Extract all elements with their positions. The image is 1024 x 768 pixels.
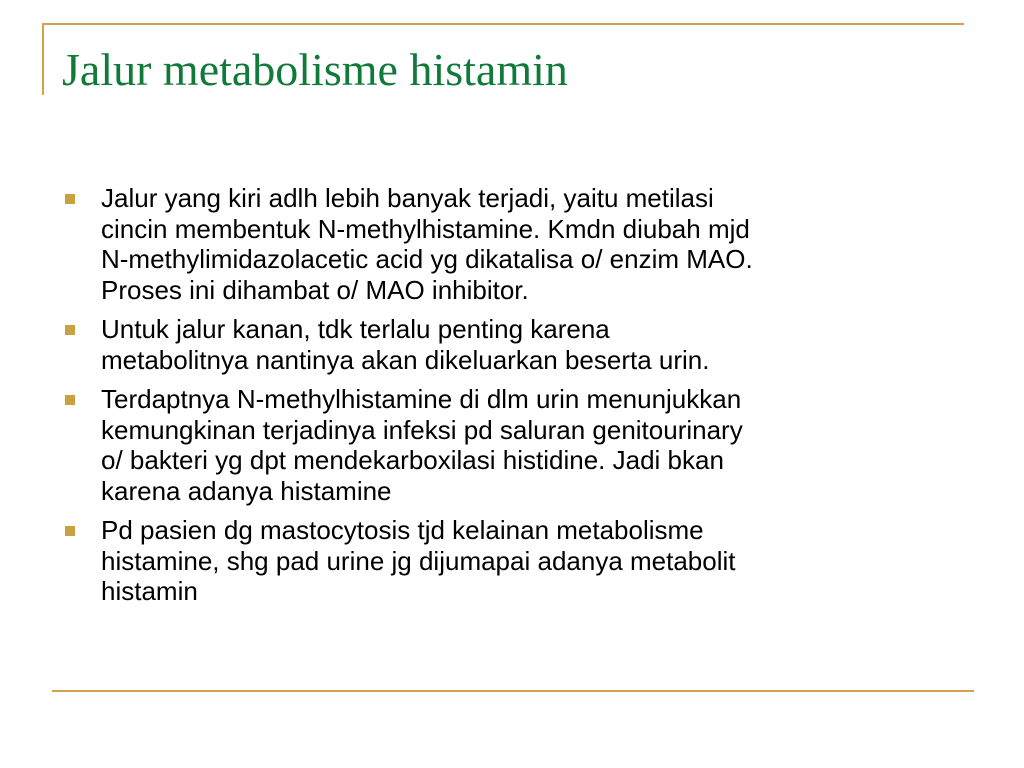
bullet-line: Proses ini dihambat o/ MAO inhibitor. — [101, 274, 529, 305]
bullet-line: histamin — [101, 576, 198, 606]
bullet-line: cincin membentuk N-methylhistamine. Kmdn diubah mjd — [101, 213, 750, 244]
bullet-line: o/ bakteri yg dpt mendekarboxilasi histidine. Jadi bkan — [101, 445, 724, 475]
frame-bottom-line — [52, 690, 974, 692]
bullet-line: karena adanya histamine — [101, 475, 392, 506]
bullet-item-1 — [62, 183, 972, 305]
frame-left-line — [42, 23, 44, 95]
frame-top-line — [42, 23, 964, 25]
bullet-line: kemungkinan terjadinya infeksi pd saluran genitourinary — [101, 414, 743, 445]
bullet-line: Jalur yang kiri adlh lebih banyak terjadi, yaitu metilasi — [101, 183, 714, 213]
bullet-item-3 — [62, 384, 972, 506]
square-bullet-icon — [65, 526, 75, 536]
bullet-line: N-methylimidazolacetic acid yg dikatalisa o/ enzim MAO. — [101, 244, 753, 274]
bullet-item-4 — [62, 515, 972, 607]
bullet-list — [62, 183, 972, 616]
square-bullet-icon — [65, 395, 75, 405]
bullet-line: metabolitnya nantinya akan dikeluarkan beserta urin. — [101, 344, 710, 375]
square-bullet-icon — [65, 325, 75, 335]
bullet-line: histamine, shg pad urine jg dijumapai adanya metabolit — [101, 545, 736, 576]
bullet-line: Untuk jalur kanan, tdk terlalu penting karena — [101, 314, 610, 344]
slide-title: Jalur metabolisme histamin — [62, 44, 568, 95]
bullet-line: Terdaptnya N-methylhistamine di dlm urin menunjukkan — [101, 384, 742, 414]
bullet-item-2 — [62, 314, 972, 375]
bullet-line: Pd pasien dg mastocytosis tjd kelainan metabolisme — [101, 515, 704, 545]
square-bullet-icon — [65, 194, 75, 204]
